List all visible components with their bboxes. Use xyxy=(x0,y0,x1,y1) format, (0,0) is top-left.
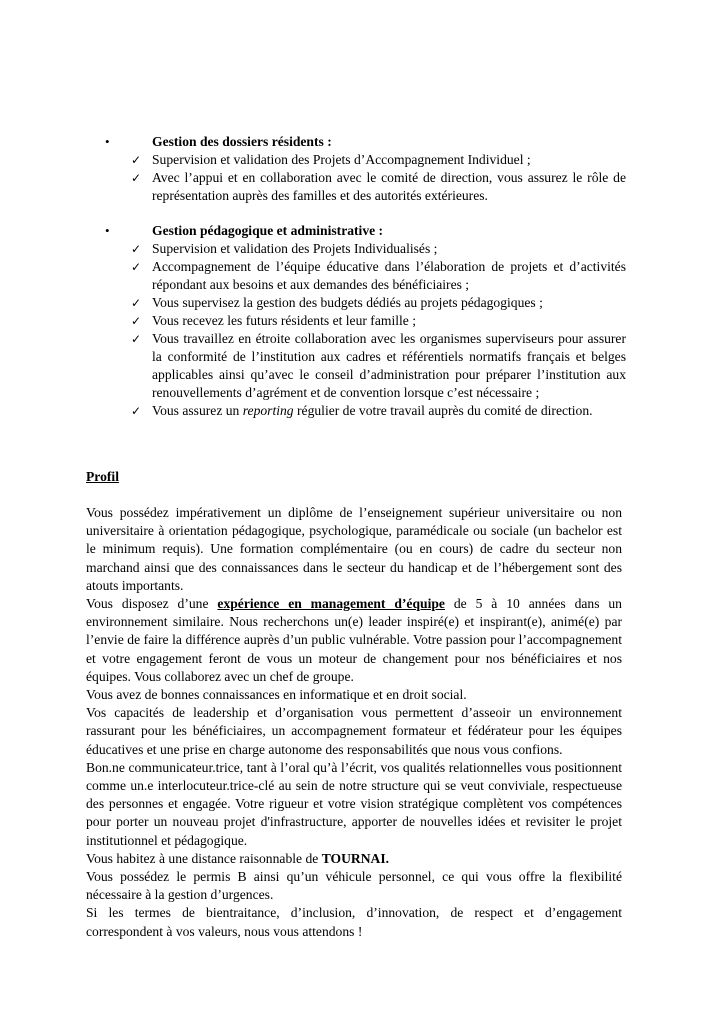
list-item: ✓ Supervision et validation des Projets d’Accompagnement Individuel ; xyxy=(131,152,531,167)
profil-heading: Profil xyxy=(86,469,119,484)
paragraph: Vous possédez impérativement un diplôme de l’enseignement supérieur universitaire ou non universitaire à orientation pédagogique, psychologique, paramédicale ou sociale (un bachelor est le minimum requis). Une formation complémentaire (ou en cours) de cadre du secteur non marchand ainsi que des connaissances dans le secteur du handicap et de l’hébergement sont des atouts importants. xyxy=(86,505,622,593)
paragraph: Bon.ne communicateur.trice, tant à l’oral qu’à l’écrit, vos qualités relationnelles vous positionnent comme un.e interlocuteur.trice-clé au sein de notre structure qui se veut conviviale, respectueuse des personnes et engagée. Votre rigueur et votre vision stratégique complètent vos compétences pour porter un nouveau projet d'infrastructure, apporter de nouvelles idées et revisiter le projet institutionnel et pédagogique. xyxy=(86,759,622,848)
list-item: ✓ Accompagnement de l’équipe éducative dans l’élaboration de projets et d’activités répondant aux besoins et aux demandes des bénéficiaires ; xyxy=(131,259,626,292)
checkmark-icon: ✓ xyxy=(131,260,142,274)
section-dossiers-residents xyxy=(0,133,724,205)
bullet-icon: • xyxy=(105,134,110,149)
list-item: ✓ Vous recevez les futurs résidents et leur famille ; xyxy=(131,313,416,328)
profil-body xyxy=(86,504,622,941)
list-item: ✓ Supervision et validation des Projets Individualisés ; xyxy=(131,241,438,256)
checkmark-icon: ✓ xyxy=(131,296,142,310)
city-name: TOURNAI. xyxy=(321,850,390,866)
checkmark-icon: ✓ xyxy=(131,314,142,328)
paragraph: Vos capacités de leadership et d’organisation vous permettent d’asseoir un environnement rassurant pour les bénéficiaires, un accompagnement formateur et fédérateur pour les équipes éducatives et une prise en charge autonome des responsabilités que nous vous confions. xyxy=(86,705,622,757)
reporting-emphasis: reporting xyxy=(242,403,294,418)
section-pedagogique-administrative xyxy=(0,222,724,420)
paragraph: Vous disposez d’une expérience en management d’équipe de 5 à 10 années dans un environnement similaire. Nous recherchons un(e) leader inspiré(e) et inspirant(e), animé(e) par l’envie de faire la différence auprès d’un public vulnérable. Votre passion pour l’accompagnement et votre engagement feront de vous un moteur de changement pour nos bénéficiaires et nos équipes. Vous collaborez avec un chef de groupe. xyxy=(86,596,622,684)
checklist xyxy=(0,240,724,420)
bullet-icon: • xyxy=(105,223,110,238)
experience-highlight: expérience en management d’équipe xyxy=(217,596,445,612)
paragraph: Vous avez de bonnes connaissances en informatique et en droit social. xyxy=(86,687,467,703)
list-item: ✓ Vous supervisez la gestion des budgets dédiés au projets pédagogiques ; xyxy=(131,295,543,310)
list-item: ✓ Avec l’appui et en collaboration avec le comité de direction, vous assurez le rôle de représentation auprès des familles et des autorités extérieures. xyxy=(131,170,626,203)
paragraph: Si les termes de bientraitance, d’inclusion, d’innovation, de respect et d’engagement correspondent à vos valeurs, nous vous attendons ! xyxy=(86,905,622,939)
section-heading xyxy=(0,222,724,240)
checkmark-icon: ✓ xyxy=(131,171,142,185)
section-title: Gestion des dossiers résidents : xyxy=(152,134,332,149)
list-item: ✓ Vous assurez un reporting régulier de votre travail auprès du comité de direction. xyxy=(131,403,593,418)
paragraph: Vous possédez le permis B ainsi qu’un véhicule personnel, ce qui vous offre la flexibilité nécessaire à la gestion d’urgences. xyxy=(86,869,622,903)
list-item: ✓ Vous travaillez en étroite collaboration avec les organismes superviseurs pour assurer la conformité de l’institution aux cadres et référentiels normatifs français et belges applicables ainsi qu’avec le conseil d’administration pour préparer l’institution aux renouvellements d’agrément et de convention lorsque c’est nécessaire ; xyxy=(131,331,626,400)
checklist xyxy=(0,151,724,205)
checkmark-icon: ✓ xyxy=(131,153,142,167)
checkmark-icon: ✓ xyxy=(131,404,142,418)
section-heading xyxy=(0,133,724,151)
checkmark-icon: ✓ xyxy=(131,332,142,346)
checkmark-icon: ✓ xyxy=(131,242,142,256)
paragraph: Vous habitez à une distance raisonnable de TOURNAI. xyxy=(86,850,390,866)
section-title: Gestion pédagogique et administrative : xyxy=(152,223,384,238)
